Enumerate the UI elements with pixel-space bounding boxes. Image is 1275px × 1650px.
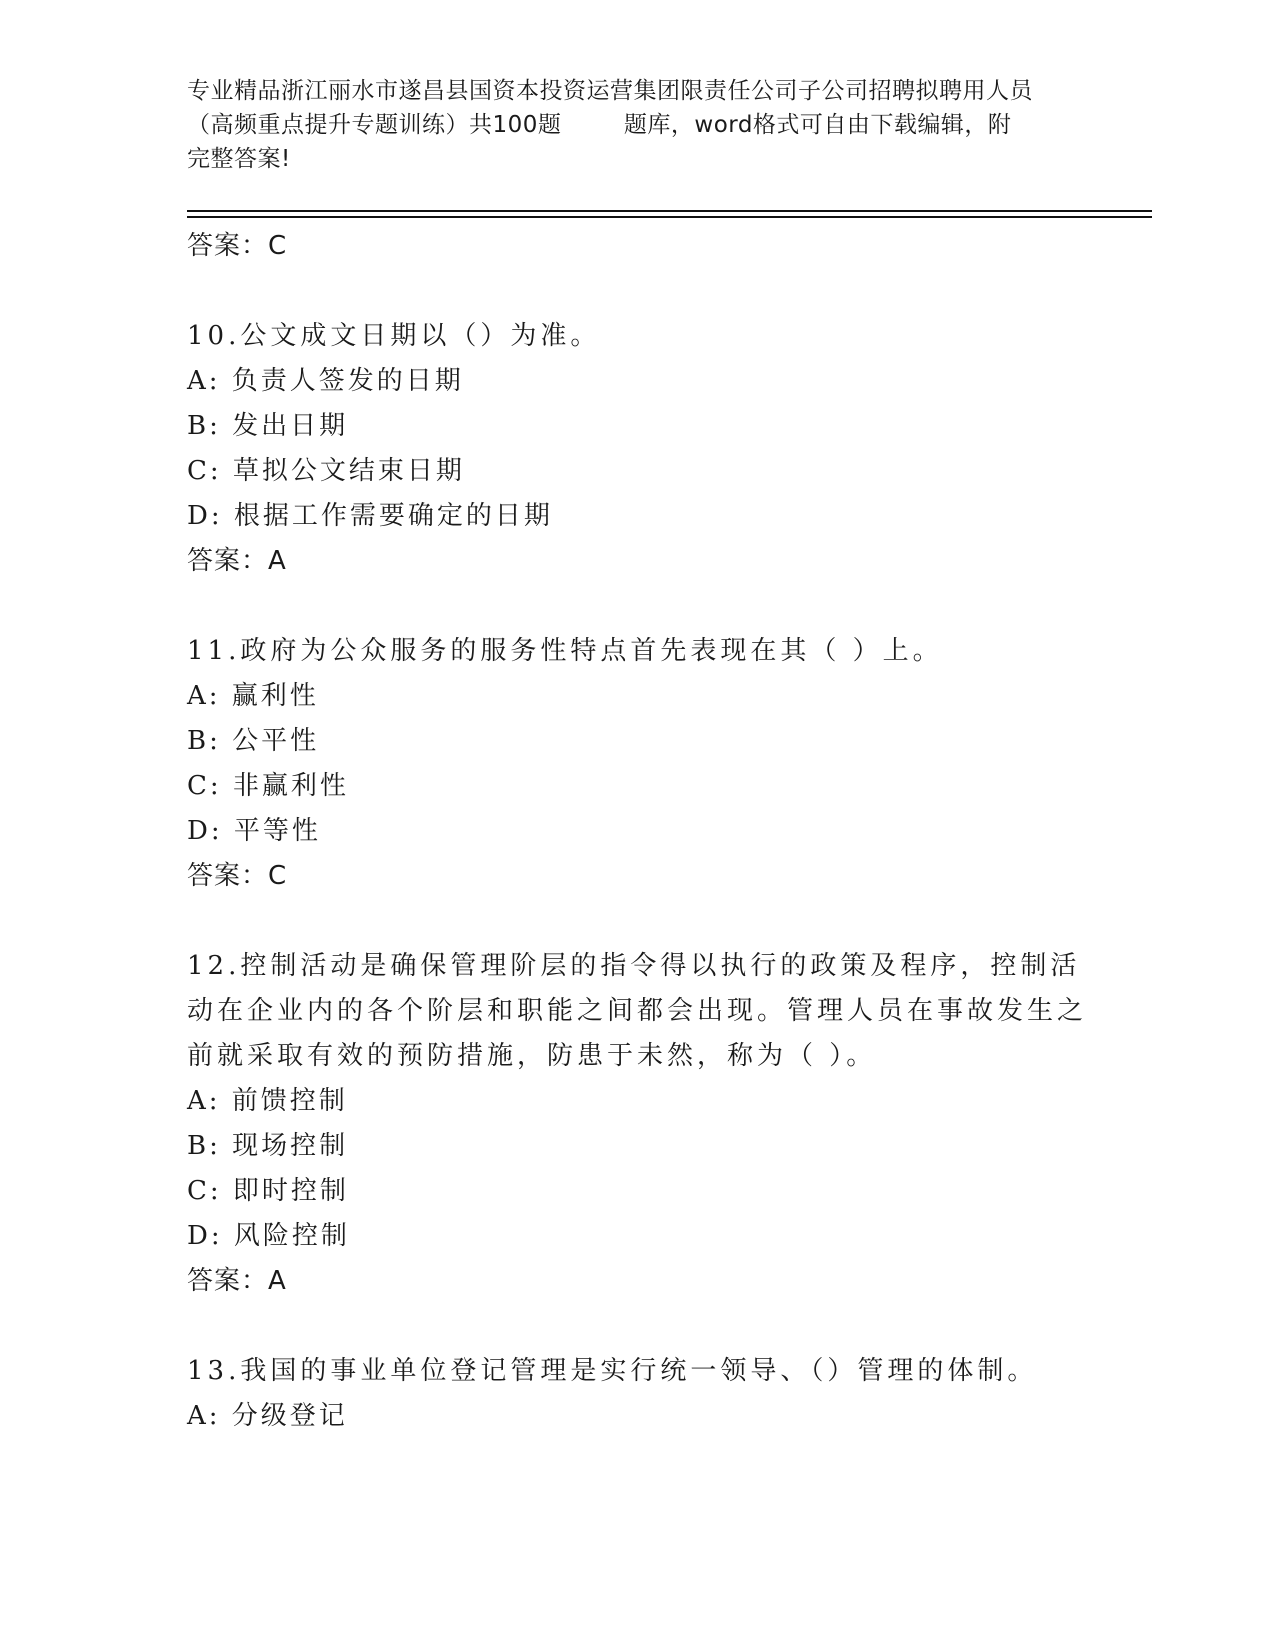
header-line-2: （高频重点提升专题训练）共100题 题库，word格式可自由下载编辑，附 [187,112,1012,138]
option-d: D: 风险控制 [187,1221,350,1251]
option-a: A: 分级登记 [187,1401,348,1431]
option-a: A: 赢利性 [187,681,319,711]
answer-line: 答案：C [187,231,288,261]
option-b: B: 发出日期 [187,411,349,441]
answer-line: 答案：C [187,861,288,891]
option-b: B: 公平性 [187,726,320,756]
option-d: D: 平等性 [187,816,321,846]
question-stem: 11.政府为公众服务的服务性特点首先表现在其（ ）上。 [187,636,943,666]
question-12 [187,944,1107,1303]
question-11 [187,629,1107,898]
header-line-1: 专业精品浙江丽水市遂昌县国资本投资运营集团限责任公司子公司招聘拟聘用人员 [187,78,1033,104]
option-d: D: 根据工作需要确定的日期 [187,501,553,531]
answer-line: 答案：A [187,1266,287,1296]
option-a: A: 前馈控制 [187,1086,348,1116]
question-stem: 13.我国的事业单位登记管理是实行统一领导、（）管理的体制。 [187,1356,1038,1386]
option-c: C: 非赢利性 [187,771,349,801]
option-c: C: 即时控制 [187,1176,349,1206]
option-b: B: 现场控制 [187,1131,349,1161]
option-c: C: 草拟公文结束日期 [187,456,465,486]
document-header [187,74,1087,176]
question-13 [187,1349,1107,1439]
question-stem: 12.控制活动是确保管理阶层的指令得以执行的政策及程序，控制活动在企业内的各个阶层和职能之间都会出现。管理人员在事故发生之前就采取有效的预防措施，防患于未然，称为（ ）。 [187,951,1088,1071]
question-stem: 10.公文成文日期以（）为准。 [187,321,601,351]
header-divider-top [187,210,1152,212]
question-list [187,224,1107,1439]
header-line-3: 完整答案! [187,146,291,172]
option-a: A: 负责人签发的日期 [187,366,464,396]
answer-line: 答案：A [187,546,287,576]
question-10 [187,314,1107,583]
header-divider-bottom [187,216,1152,218]
